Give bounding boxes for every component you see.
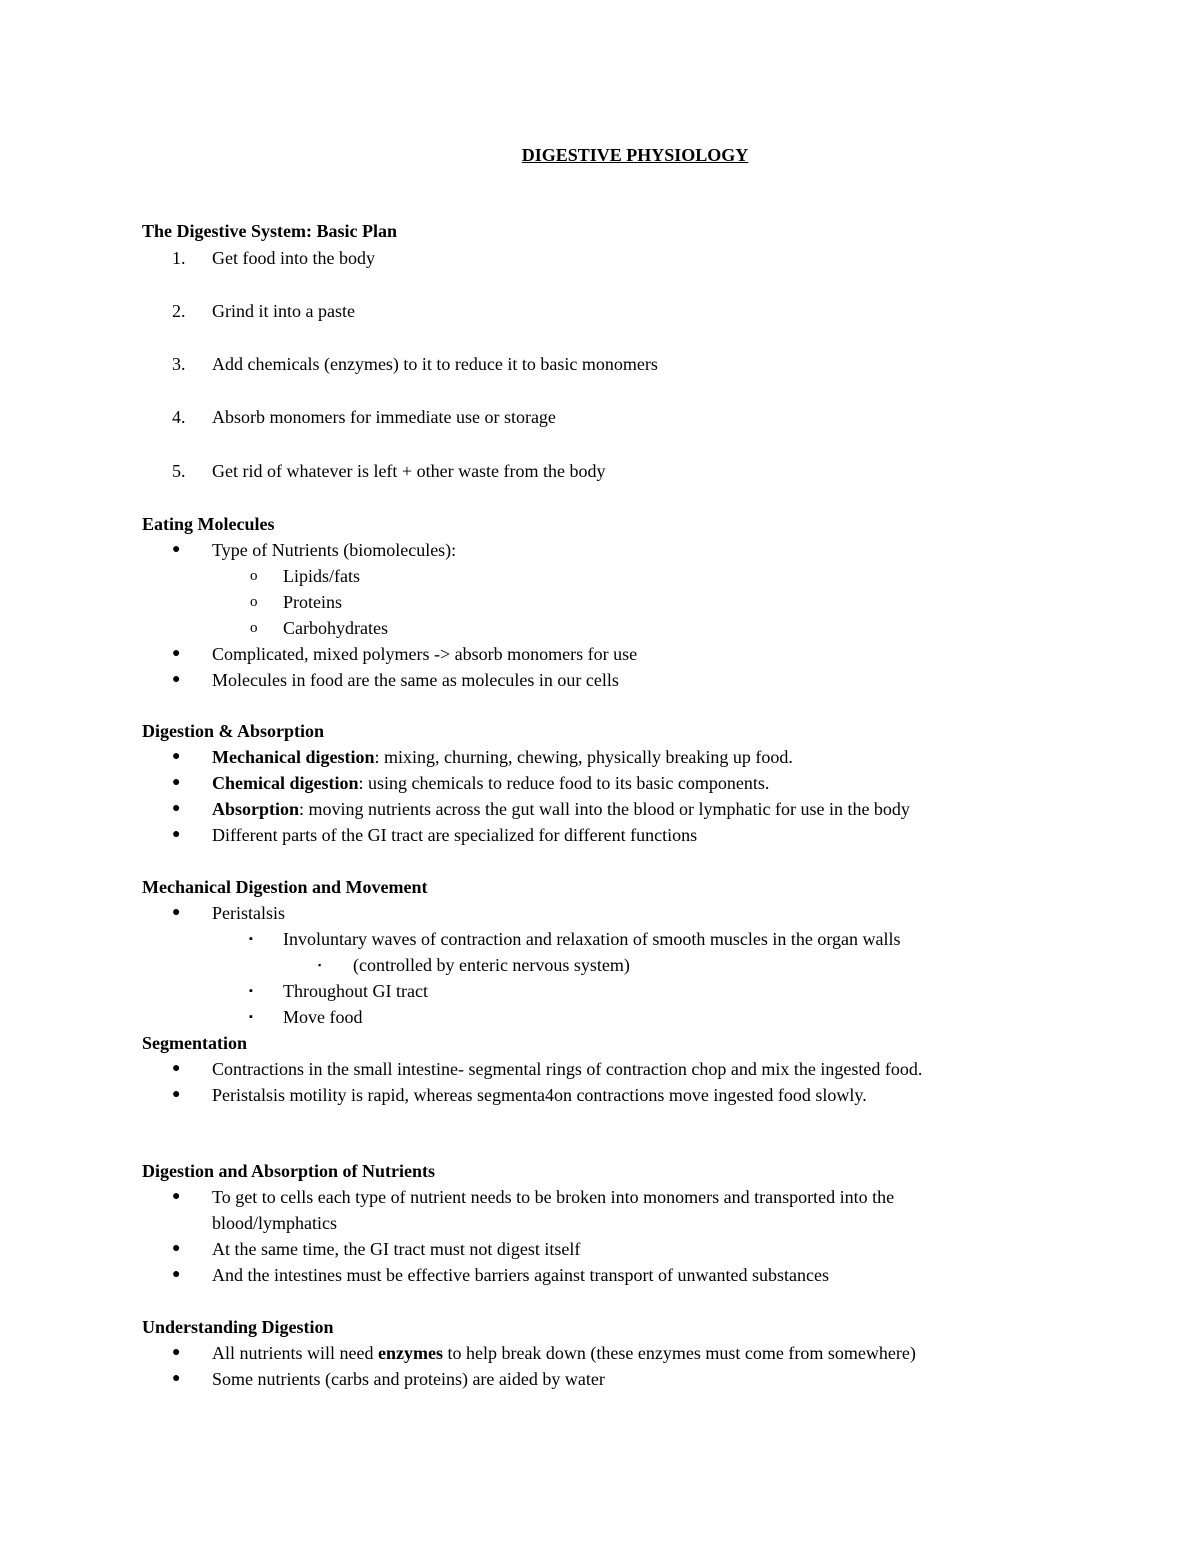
list-number: 2. (172, 301, 186, 321)
circle-bullet-icon: o (250, 594, 258, 610)
bullet-icon: ● (172, 542, 181, 557)
list-text: Type of Nutrients (biomolecules): (212, 540, 457, 560)
list-text: Peristalsis (212, 903, 286, 923)
list-text: Peristalsis motility is rapid, whereas segmenta4on contractions move ingested food slowly. (212, 1085, 867, 1105)
list-item (0, 298, 1200, 324)
list-text: At the same time, the GI tract must not digest itself (212, 1239, 581, 1259)
term: Absorption (212, 799, 300, 819)
bullet-icon: ● (172, 905, 181, 920)
term: Mechanical digestion (212, 747, 375, 767)
bullet-icon: ● (172, 1189, 181, 1204)
section-nutrients (0, 1158, 1200, 1288)
section-heading: Digestion & Absorption (142, 721, 325, 741)
list-item (0, 458, 1200, 484)
bullet-icon: ● (172, 1241, 181, 1256)
definition: : using chemicals to reduce food to its basic components. (358, 773, 770, 793)
square-bullet-icon: ▪ (249, 1011, 253, 1023)
bullet-icon: ● (172, 1345, 181, 1360)
list-item (0, 1366, 1200, 1392)
list-item (0, 351, 1200, 377)
document-title: DIGESTIVE PHYSIOLOGY (521, 145, 749, 165)
list-text: All nutrients will need (212, 1343, 378, 1363)
bullet-icon: ● (172, 1371, 181, 1386)
list-text: Grind it into a paste (212, 301, 355, 321)
section-mechanical-digestion (0, 874, 1200, 1030)
definition: : moving nutrients across the gut wall into the blood or lymphatic for use in the body (299, 799, 910, 819)
list-text: Complicated, mixed polymers -> absorb monomers for use (212, 644, 638, 664)
list-text: Carbohydrates (283, 618, 388, 638)
list-item (0, 641, 1200, 667)
square-bullet-icon: ▪ (318, 960, 322, 970)
list-number: 3. (172, 354, 186, 374)
list-item (0, 926, 1200, 952)
list-text: Proteins (283, 592, 343, 612)
square-bullet-icon: ▪ (249, 933, 253, 945)
bullet-icon: ● (172, 827, 181, 842)
list-text: Move food (283, 1007, 363, 1027)
circle-bullet-icon: o (250, 620, 258, 636)
list-item (0, 245, 1200, 271)
list-text: Throughout GI tract (283, 981, 428, 1001)
bullet-icon: ● (172, 1267, 181, 1282)
bullet-icon: ● (172, 749, 181, 764)
bullet-icon: ● (172, 672, 181, 687)
bullet-icon: ● (172, 801, 181, 816)
list-number: 4. (172, 407, 186, 427)
section-heading: Understanding Digestion (142, 1317, 334, 1337)
list-item (0, 1236, 1200, 1262)
list-text: Contractions in the small intestine- segmental rings of contraction chop and mix the ingested food. (212, 1059, 923, 1079)
section-digestion-absorption (0, 718, 1200, 848)
list-item (0, 537, 1200, 563)
bullet-icon: ● (172, 1087, 181, 1102)
list-text: Different parts of the GI tract are specialized for different functions (212, 825, 698, 845)
circle-bullet-icon: o (250, 568, 258, 584)
section-understanding-digestion (0, 1314, 1200, 1392)
term: Chemical digestion (212, 773, 359, 793)
list-item (0, 952, 1200, 978)
list-item (0, 1004, 1200, 1030)
section-heading: Segmentation (142, 1033, 247, 1053)
list-item (0, 900, 1200, 926)
list-text: Absorb monomers for immediate use or storage (212, 407, 556, 427)
list-item (0, 563, 1200, 589)
list-text: And the intestines must be effective barriers against transport of unwanted substances (212, 1265, 829, 1285)
list-text: Get food into the body (212, 248, 375, 268)
list-text: Add chemicals (enzymes) to it to reduce it to basic monomers (212, 354, 658, 374)
list-item (0, 770, 1200, 796)
list-text: Molecules in food are the same as molecules in our cells (212, 670, 619, 690)
list-text: to help break down (these enzymes must come from somewhere) (442, 1343, 916, 1363)
list-item (0, 822, 1200, 848)
list-text: Some nutrients (carbs and proteins) are aided by water (212, 1369, 605, 1389)
list-item (0, 1082, 1200, 1108)
section-segmentation (0, 1030, 1200, 1108)
list-item (0, 744, 1200, 770)
list-item (0, 404, 1200, 430)
list-item (0, 667, 1200, 693)
list-item (0, 1340, 1200, 1366)
bullet-icon: ● (172, 1061, 181, 1076)
bullet-icon: ● (172, 646, 181, 661)
list-text: Lipids/fats (283, 566, 360, 586)
list-item (0, 796, 1200, 822)
list-item (0, 1262, 1200, 1288)
section-basic-plan (0, 218, 1200, 244)
list-number: 5. (172, 461, 186, 481)
square-bullet-icon: ▪ (249, 985, 253, 997)
list-item (0, 978, 1200, 1004)
bullet-icon: ● (172, 775, 181, 790)
definition: : mixing, churning, chewing, physically breaking up food. (374, 747, 793, 767)
emphasis: enzymes (377, 1343, 443, 1363)
list-item (0, 589, 1200, 615)
section-heading: Mechanical Digestion and Movement (142, 877, 428, 897)
list-item (0, 1184, 1200, 1236)
list-text: To get to cells each type of nutrient needs to be broken into monomers and transported into the blood/lymphatics (212, 1187, 895, 1233)
list-item (0, 615, 1200, 641)
section-heading: Eating Molecules (142, 514, 275, 534)
section-heading: Digestion and Absorption of Nutrients (142, 1161, 436, 1181)
list-text: Involuntary waves of contraction and relaxation of smooth muscles in the organ walls (283, 929, 901, 949)
list-text: (controlled by enteric nervous system) (353, 955, 630, 975)
list-number: 1. (172, 248, 186, 268)
list-text: Get rid of whatever is left + other waste from the body (212, 461, 606, 481)
section-eating-molecules (0, 511, 1200, 693)
list-item (0, 1056, 1200, 1082)
section-heading: The Digestive System: Basic Plan (142, 221, 397, 241)
